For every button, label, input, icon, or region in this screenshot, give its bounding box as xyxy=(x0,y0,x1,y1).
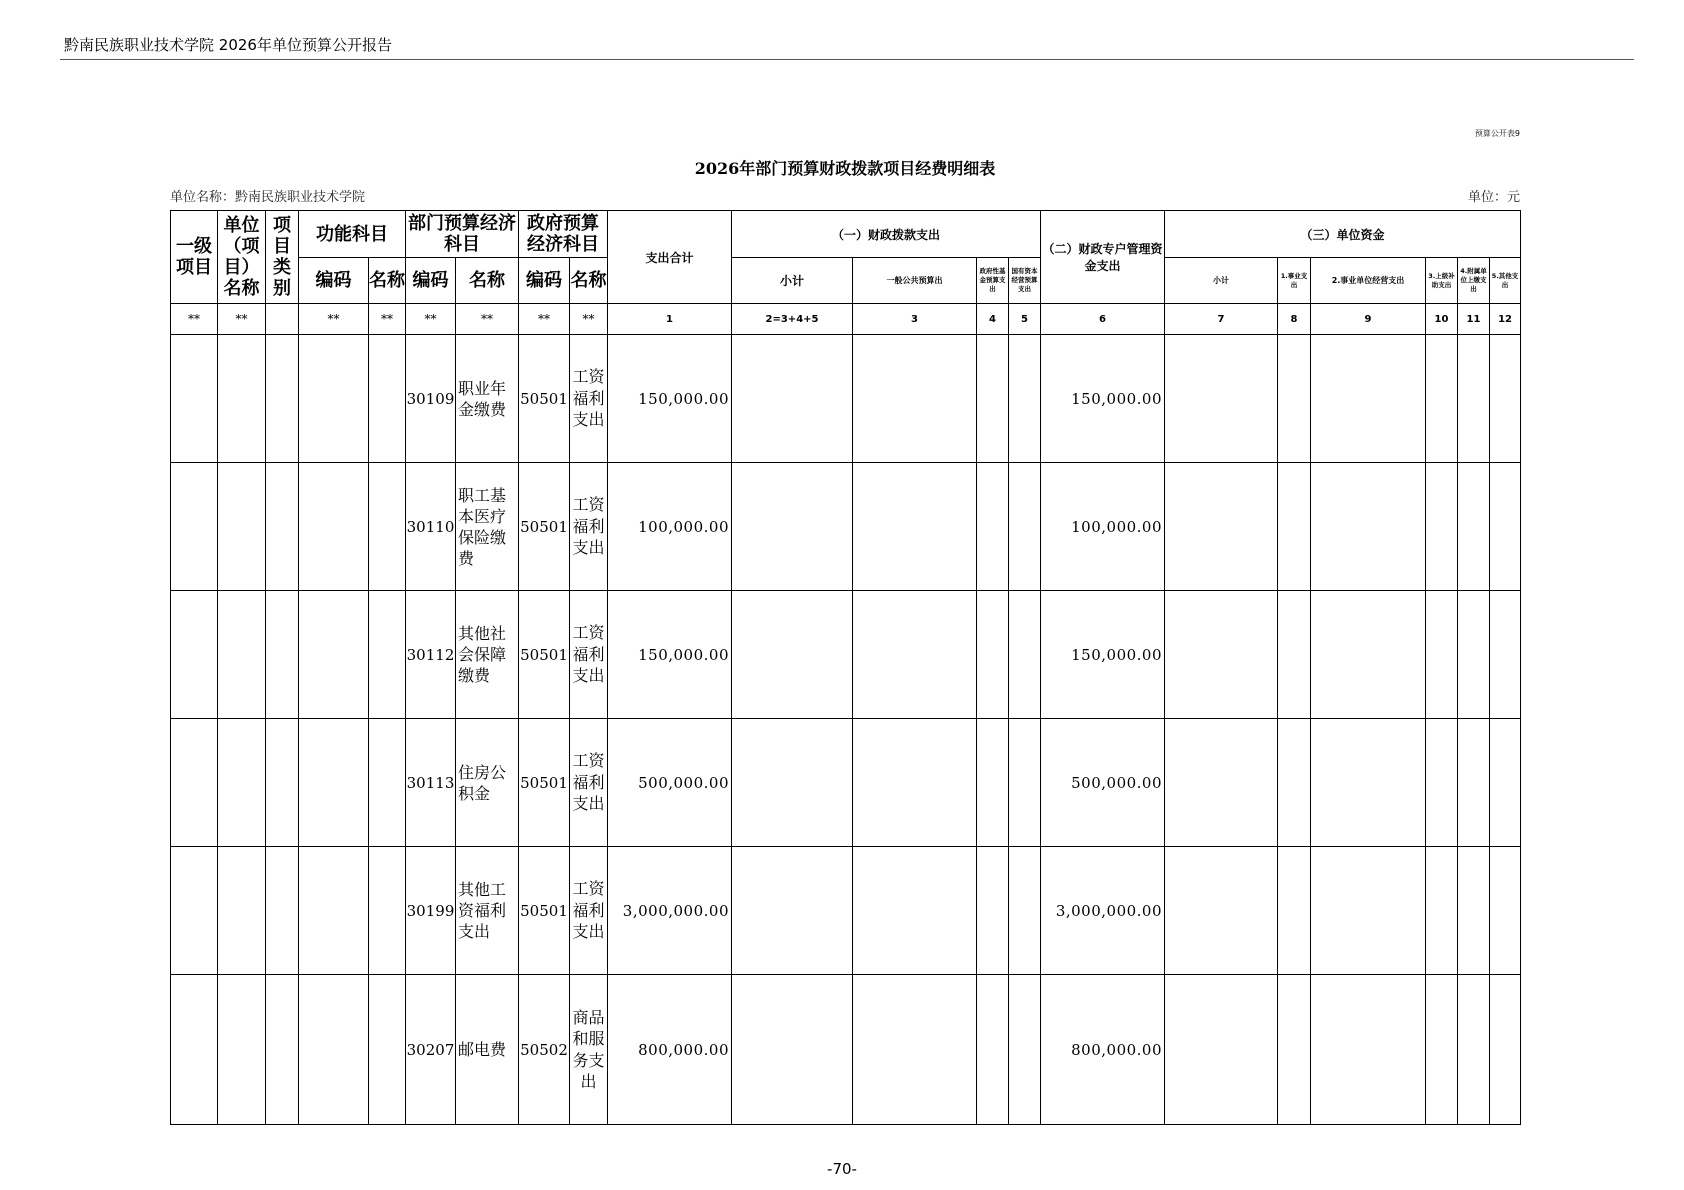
empty-cell xyxy=(1165,591,1278,719)
empty-cell xyxy=(1458,463,1490,591)
empty-cell xyxy=(1165,975,1278,1125)
empty-cell xyxy=(853,847,977,975)
special-account-amount-cell: 3,000,000.00 xyxy=(1041,847,1165,975)
column-index-cell: 6 xyxy=(1041,304,1165,335)
header-unit-subtotal: 小计 xyxy=(1165,258,1278,304)
empty-cell xyxy=(266,975,299,1125)
empty-cell xyxy=(1009,591,1041,719)
empty-cell xyxy=(1458,719,1490,847)
empty-cell xyxy=(369,975,406,1125)
header-function-subject: 功能科目 xyxy=(299,211,406,258)
header-business-expenditure: 1.事业支出 xyxy=(1278,258,1311,304)
column-index-cell: ** xyxy=(299,304,369,335)
empty-cell xyxy=(732,719,853,847)
table-row xyxy=(171,975,1521,1125)
empty-cell xyxy=(1278,335,1311,463)
header-level1-project: 一级项目 xyxy=(171,211,218,304)
empty-cell xyxy=(1426,463,1458,591)
empty-cell xyxy=(369,719,406,847)
empty-cell xyxy=(1009,719,1041,847)
empty-cell xyxy=(732,335,853,463)
total-amount-cell: 3,000,000.00 xyxy=(608,847,732,975)
empty-cell xyxy=(1278,591,1311,719)
empty-cell xyxy=(266,847,299,975)
empty-cell xyxy=(1490,847,1521,975)
gov-econ-code-cell: 50501 xyxy=(519,591,570,719)
header-gov-fund-budget: 政府性基金预算支出 xyxy=(977,258,1009,304)
column-index-cell: ** xyxy=(519,304,570,335)
gov-econ-name-cell: 工资福利支出 xyxy=(570,719,608,847)
empty-cell xyxy=(1458,591,1490,719)
empty-cell xyxy=(218,847,266,975)
empty-cell xyxy=(299,975,369,1125)
header-other-expenditure: 5.其他支出 xyxy=(1490,258,1521,304)
empty-cell xyxy=(218,719,266,847)
empty-cell xyxy=(1311,335,1426,463)
header-state-capital-budget: 国有资本经营预算支出 xyxy=(1009,258,1041,304)
empty-cell xyxy=(369,463,406,591)
empty-cell xyxy=(853,975,977,1125)
empty-cell xyxy=(1311,719,1426,847)
header-affiliated-remit: 4.附属单位上缴支出 xyxy=(1458,258,1490,304)
empty-cell xyxy=(1009,335,1041,463)
dept-econ-code-cell: 30112 xyxy=(406,591,456,719)
report-header-title: 黔南民族职业技术学院 2026年单位预算公开报告 xyxy=(64,36,392,54)
empty-cell xyxy=(732,463,853,591)
empty-cell xyxy=(853,463,977,591)
header-dept-name: 名称 xyxy=(456,258,519,304)
table-title: 2026年部门预算财政拨款项目经费明细表 xyxy=(694,159,996,178)
empty-cell xyxy=(1165,335,1278,463)
empty-cell xyxy=(853,719,977,847)
empty-cell xyxy=(1278,847,1311,975)
column-index-cell: ** xyxy=(406,304,456,335)
empty-cell xyxy=(977,975,1009,1125)
table-row xyxy=(171,719,1521,847)
empty-cell xyxy=(299,591,369,719)
empty-cell xyxy=(977,591,1009,719)
empty-cell xyxy=(171,847,218,975)
column-index-cell: 12 xyxy=(1490,304,1521,335)
dept-econ-code-cell: 30113 xyxy=(406,719,456,847)
dept-econ-code-cell: 30199 xyxy=(406,847,456,975)
dept-econ-code-cell: 30109 xyxy=(406,335,456,463)
table-row xyxy=(171,591,1521,719)
column-index-cell: 2=3+4+5 xyxy=(732,304,853,335)
empty-cell xyxy=(1311,847,1426,975)
header-func-code: 编码 xyxy=(299,258,369,304)
header-unit-project-name: 单位（项目）名称 xyxy=(218,211,266,304)
empty-cell xyxy=(299,719,369,847)
empty-cell xyxy=(1458,975,1490,1125)
header-gov-name: 名称 xyxy=(570,258,608,304)
gov-econ-code-cell: 50501 xyxy=(519,335,570,463)
empty-cell xyxy=(732,975,853,1125)
dept-econ-code-cell: 30110 xyxy=(406,463,456,591)
special-account-amount-cell: 100,000.00 xyxy=(1041,463,1165,591)
special-account-amount-cell: 150,000.00 xyxy=(1041,591,1165,719)
table-row xyxy=(171,847,1521,975)
empty-cell xyxy=(1458,335,1490,463)
gov-econ-code-cell: 50502 xyxy=(519,975,570,1125)
header-divider xyxy=(60,59,1634,60)
header-superior-subsidy: 3.上级补助支出 xyxy=(1426,258,1458,304)
empty-cell xyxy=(369,335,406,463)
empty-cell xyxy=(1009,975,1041,1125)
column-index-cell: 4 xyxy=(977,304,1009,335)
empty-cell xyxy=(218,975,266,1125)
empty-cell xyxy=(171,719,218,847)
gov-econ-name-cell: 工资福利支出 xyxy=(570,335,608,463)
header-gov-code: 编码 xyxy=(519,258,570,304)
empty-cell xyxy=(1278,719,1311,847)
gov-econ-code-cell: 50501 xyxy=(519,463,570,591)
empty-cell xyxy=(1278,463,1311,591)
empty-cell xyxy=(1311,591,1426,719)
empty-cell xyxy=(266,591,299,719)
column-index-cell: 1 xyxy=(608,304,732,335)
gov-econ-name-cell: 工资福利支出 xyxy=(570,847,608,975)
column-index-row xyxy=(171,304,1521,335)
empty-cell xyxy=(266,463,299,591)
column-index-cell xyxy=(266,304,299,335)
empty-cell xyxy=(171,335,218,463)
column-index-cell: 8 xyxy=(1278,304,1311,335)
special-account-amount-cell: 150,000.00 xyxy=(1041,335,1165,463)
empty-cell xyxy=(977,847,1009,975)
empty-cell xyxy=(299,463,369,591)
empty-cell xyxy=(853,591,977,719)
header-total-expenditure: 支出合计 xyxy=(608,211,732,304)
header-fiscal-special-account: （二）财政专户管理资金支出 xyxy=(1041,211,1165,304)
unit-name: 单位名称：黔南民族职业技术学院 xyxy=(170,190,366,205)
budget-detail-table xyxy=(170,210,1521,1125)
empty-cell xyxy=(1490,591,1521,719)
empty-cell xyxy=(1426,719,1458,847)
empty-cell xyxy=(1490,335,1521,463)
empty-cell xyxy=(1490,975,1521,1125)
empty-cell xyxy=(977,335,1009,463)
table-row xyxy=(171,335,1521,463)
dept-econ-name-cell: 其他工资福利支出 xyxy=(456,847,519,975)
header-gov-economic-subject: 政府预算经济科目 xyxy=(519,211,608,258)
empty-cell xyxy=(1165,463,1278,591)
gov-econ-code-cell: 50501 xyxy=(519,719,570,847)
empty-cell xyxy=(369,591,406,719)
empty-cell xyxy=(299,335,369,463)
dept-econ-name-cell: 住房公积金 xyxy=(456,719,519,847)
empty-cell xyxy=(218,335,266,463)
empty-cell xyxy=(977,463,1009,591)
header-unit-funds: （三）单位资金 xyxy=(1165,211,1521,258)
header-grant-subtotal: 小计 xyxy=(732,258,853,304)
header-dept-economic-subject: 部门预算经济科目 xyxy=(406,211,519,258)
column-index-cell: 11 xyxy=(1458,304,1490,335)
unit-label: 单位：元 xyxy=(1467,190,1520,205)
empty-cell xyxy=(1311,975,1426,1125)
gov-econ-name-cell: 商品和服务支出 xyxy=(570,975,608,1125)
empty-cell xyxy=(1458,847,1490,975)
header-func-name: 名称 xyxy=(369,258,406,304)
column-index-cell: 9 xyxy=(1311,304,1426,335)
empty-cell xyxy=(218,591,266,719)
empty-cell xyxy=(369,847,406,975)
column-index-cell: ** xyxy=(570,304,608,335)
header-business-operation: 2.事业单位经营支出 xyxy=(1311,258,1426,304)
column-index-cell: 7 xyxy=(1165,304,1278,335)
dept-econ-name-cell: 邮电费 xyxy=(456,975,519,1125)
total-amount-cell: 100,000.00 xyxy=(608,463,732,591)
empty-cell xyxy=(218,463,266,591)
header-fiscal-grant: （一）财政拨款支出 xyxy=(732,211,1041,258)
empty-cell xyxy=(1278,975,1311,1125)
column-index-cell: ** xyxy=(171,304,218,335)
empty-cell xyxy=(171,975,218,1125)
empty-cell xyxy=(1165,719,1278,847)
header-project-category: 项目类别 xyxy=(266,211,299,304)
total-amount-cell: 150,000.00 xyxy=(608,591,732,719)
column-index-cell: 3 xyxy=(853,304,977,335)
empty-cell xyxy=(1426,847,1458,975)
column-index-cell: 10 xyxy=(1426,304,1458,335)
column-index-cell: ** xyxy=(218,304,266,335)
table-number: 预算公开表9 xyxy=(1474,129,1520,138)
column-index-cell: ** xyxy=(456,304,519,335)
empty-cell xyxy=(1426,335,1458,463)
empty-cell xyxy=(171,463,218,591)
empty-cell xyxy=(299,847,369,975)
dept-econ-name-cell: 职业年金缴费 xyxy=(456,335,519,463)
header-general-public-budget: 一般公共预算出 xyxy=(853,258,977,304)
column-index-cell: 5 xyxy=(1009,304,1041,335)
header-dept-code: 编码 xyxy=(406,258,456,304)
total-amount-cell: 800,000.00 xyxy=(608,975,732,1125)
empty-cell xyxy=(266,335,299,463)
empty-cell xyxy=(732,847,853,975)
page-number: -70- xyxy=(827,1160,857,1178)
empty-cell xyxy=(1490,463,1521,591)
dept-econ-code-cell: 30207 xyxy=(406,975,456,1125)
total-amount-cell: 500,000.00 xyxy=(608,719,732,847)
gov-econ-name-cell: 工资福利支出 xyxy=(570,463,608,591)
empty-cell xyxy=(977,719,1009,847)
empty-cell xyxy=(1426,975,1458,1125)
table-row xyxy=(171,463,1521,591)
gov-econ-name-cell: 工资福利支出 xyxy=(570,591,608,719)
dept-econ-name-cell: 其他社会保障缴费 xyxy=(456,591,519,719)
empty-cell xyxy=(732,591,853,719)
empty-cell xyxy=(1490,719,1521,847)
special-account-amount-cell: 500,000.00 xyxy=(1041,719,1165,847)
empty-cell xyxy=(853,335,977,463)
empty-cell xyxy=(1311,463,1426,591)
dept-econ-name-cell: 职工基本医疗保险缴费 xyxy=(456,463,519,591)
empty-cell xyxy=(266,719,299,847)
special-account-amount-cell: 800,000.00 xyxy=(1041,975,1165,1125)
empty-cell xyxy=(1009,463,1041,591)
gov-econ-code-cell: 50501 xyxy=(519,847,570,975)
empty-cell xyxy=(1165,847,1278,975)
empty-cell xyxy=(171,591,218,719)
empty-cell xyxy=(1009,847,1041,975)
column-index-cell: ** xyxy=(369,304,406,335)
empty-cell xyxy=(1426,591,1458,719)
total-amount-cell: 150,000.00 xyxy=(608,335,732,463)
